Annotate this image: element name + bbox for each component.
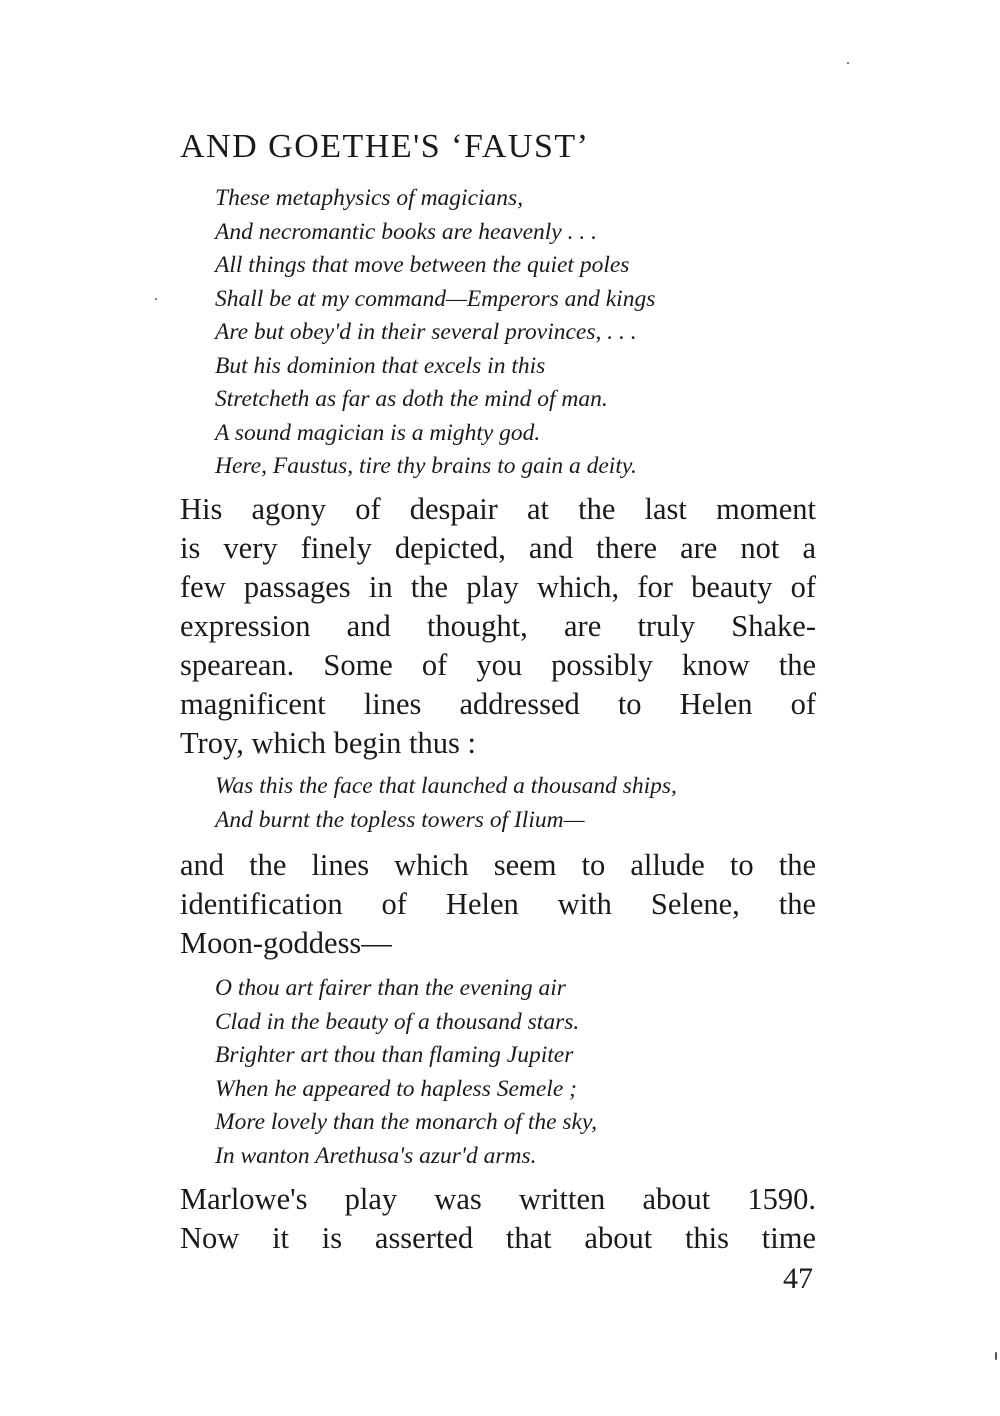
prose-line: His agony of despair at the last moment: [180, 492, 816, 526]
prose-paragraph-selene: [180, 846, 816, 963]
scan-speck: [995, 1352, 997, 1360]
prose-paragraph-marlowe: [180, 1180, 816, 1258]
prose-line: is very finely depicted, and there are not a: [180, 531, 816, 565]
prose-line: expression and thought, are truly Shake-: [180, 609, 816, 643]
verse-line: Stretcheth as far as doth the mind of man.: [215, 386, 608, 412]
verse-quotation-faustus: [215, 182, 655, 484]
prose-line: Troy, which begin thus :: [180, 726, 476, 760]
verse-line: Here, Faustus, tire thy brains to gain a deity.: [215, 453, 637, 479]
verse-line: In wanton Arethusa's azur'd arms.: [215, 1142, 537, 1169]
prose-line: Marlowe's play was written about 1590.: [180, 1182, 816, 1216]
scan-speck: [847, 62, 849, 64]
verse-line: A sound magician is a mighty god.: [215, 419, 541, 446]
prose-line: and the lines which seem to allude to the: [180, 848, 816, 882]
prose-line: few passages in the play which, for beauty of: [180, 570, 816, 604]
verse-line: And necromantic books are heavenly . . .: [215, 218, 597, 245]
verse-line: Are but obey'd in their several provinces, . . .: [215, 319, 637, 345]
scan-speck: [155, 298, 157, 300]
verse-line: Shall be at my command—Emperors and kings: [215, 285, 656, 312]
prose-paragraph-despair: [180, 490, 816, 763]
verse-line: But his dominion that excels in this: [215, 352, 546, 379]
prose-line: magnificent lines addressed to Helen of: [180, 687, 816, 721]
verse-line: These metaphysics of magicians,: [215, 185, 524, 211]
verse-line: More lovely than the monarch of the sky,: [215, 1109, 597, 1135]
verse-line: Clad in the beauty of a thousand stars.: [215, 1008, 580, 1035]
verse-line: And burnt the topless towers of Ilium—: [215, 806, 585, 833]
prose-line: spearean. Some of you possibly know the: [180, 648, 816, 682]
prose-line: Now it is asserted that about this time: [180, 1221, 816, 1255]
verse-line: Brighter art thou than flaming Jupiter: [215, 1042, 574, 1068]
verse-line: All things that move between the quiet poles: [215, 252, 630, 278]
running-head: AND GOETHE'S ‘FAUST’: [180, 128, 590, 165]
verse-line: Was this the face that launched a thousand ships,: [215, 773, 677, 799]
verse-line: When he appeared to hapless Semele ;: [215, 1075, 577, 1102]
page-number: 47: [783, 1262, 813, 1295]
prose-line: Moon-goddess—: [180, 926, 392, 960]
prose-line: identification of Helen with Selene, the: [180, 887, 816, 921]
verse-quotation-helen: [215, 770, 677, 837]
verse-line: O thou art fairer than the evening air: [215, 975, 566, 1001]
verse-quotation-fairer: [215, 972, 597, 1173]
